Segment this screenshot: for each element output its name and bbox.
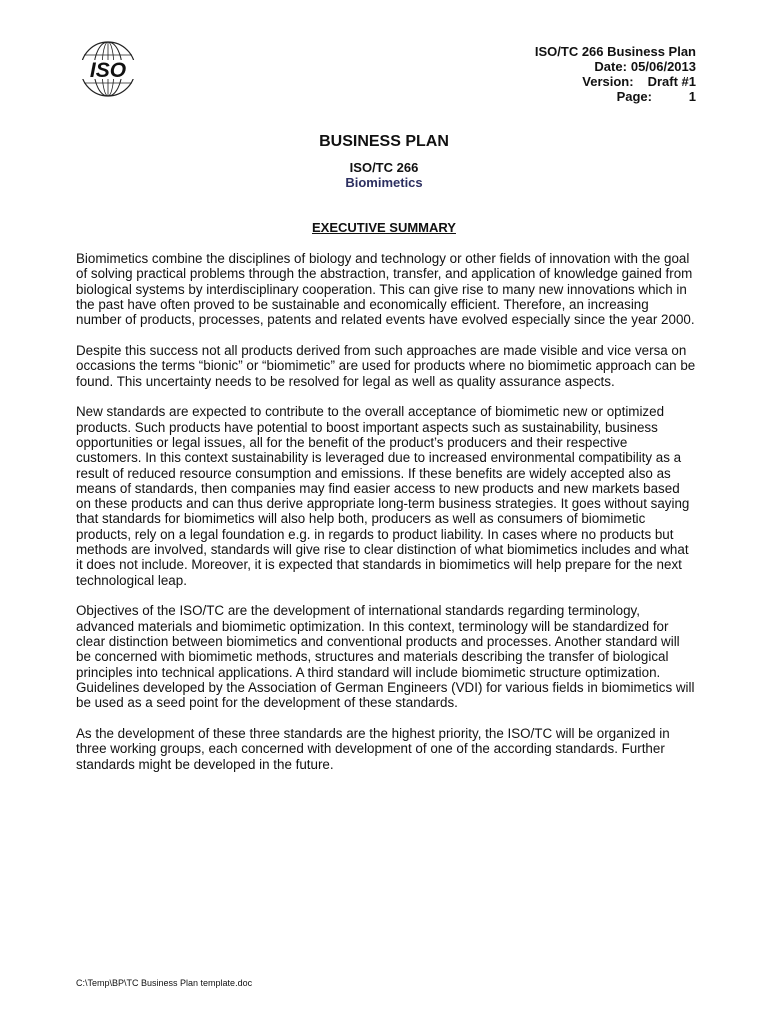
date-label: Date: <box>594 59 627 74</box>
header-date <box>535 59 696 74</box>
paragraph: Despite this success not all products derived from such approaches are made visible and vice versa on occasions the terms “bionic” or “biomimetic” are used for products where no biomimetic approach can be found. This uncertainty needs to be resolved for legal as well as quality assurance aspects. <box>76 342 696 389</box>
paragraph: New standards are expected to contribute to the overall acceptance of biomimetic new or optimized products. Such products have potential to boost important aspects such as sustainability, business opportunities or legal issues, all for the benefit of the product’s producers and their respective customers. In this context sustainability is leveraged due to increased environmental compatibility as a result of reduced resource consumption and emissions. If these benefits are widely accepted also as means of standards, then companies may find easier access to new products and new markets based on these products and can thus derive appropriate long-term business strategies. It goes without saying that standards for biomimetics will also help both, producers as well as consumers of biomimetic products, rely on a legal foundation e.g. in regards to product liability. In cases where no products but methods are involved, standards will give rise to clear distinction of what biomimetics includes and what it does not include. Moreover, it is expected that standards in biomimetics will help prepare for the next technological leap. <box>76 404 690 588</box>
paragraph: Objectives of the ISO/TC are the development of international standards regarding terminology, advanced materials and biomimetic optimization. In this context, terminology will be standardized for clear distinction between biomimetics and conventional products and processes. Another standard will be concerned with biomimetic methods, structures and materials describing the transfer of biological principles into technical applications. A third standard will include biomimetic structure optimization. Guidelines developed by the Association of German Engineers (VDI) for various fields in biomimetics will be used as a seed point for the development of these standards. <box>76 603 695 711</box>
date-value: 05/06/2013 <box>630 59 696 74</box>
header-document-name <box>535 44 696 59</box>
header-page <box>535 89 696 104</box>
version-label: Version: <box>582 74 634 89</box>
iso-logo-text: ISO <box>89 59 127 82</box>
body-text <box>76 251 696 787</box>
document-header <box>535 44 696 104</box>
document-name: ISO/TC 266 Business Plan <box>534 44 696 59</box>
header-version <box>535 74 696 89</box>
paragraph: As the development of these three standards are the highest priority, the ISO/TC will be organized in three working groups, each concerned with development of one of the according standards. Further standards might be developed in the future. <box>76 726 670 772</box>
page-label: Page: <box>616 89 652 104</box>
page-value: 1 <box>688 89 696 104</box>
footer-file-path: C:\Temp\BP\TC Business Plan template.doc <box>76 978 253 988</box>
iso-logo <box>76 40 140 98</box>
iso-globe-logo-icon <box>76 40 140 98</box>
committee-subject: Biomimetics <box>345 175 423 190</box>
committee-code: ISO/TC 266 <box>349 160 419 175</box>
version-value: Draft #1 <box>647 74 696 89</box>
page-title: BUSINESS PLAN <box>319 133 449 150</box>
section-heading: EXECUTIVE SUMMARY <box>312 220 456 235</box>
paragraph: Biomimetics combine the disciplines of biology and technology or other fields of innovation with the goal of solving practical problems through the abstraction, transfer, and application of knowledge gained from biological systems by interdisciplinary cooperation. This can give rise to many new innovations which in the past have often proved to be sustainable and economically efficient. Therefore, an increasing number of products, processes, patents and related events have evolved especially since the year 2000. <box>76 251 695 328</box>
title-block <box>0 132 768 190</box>
